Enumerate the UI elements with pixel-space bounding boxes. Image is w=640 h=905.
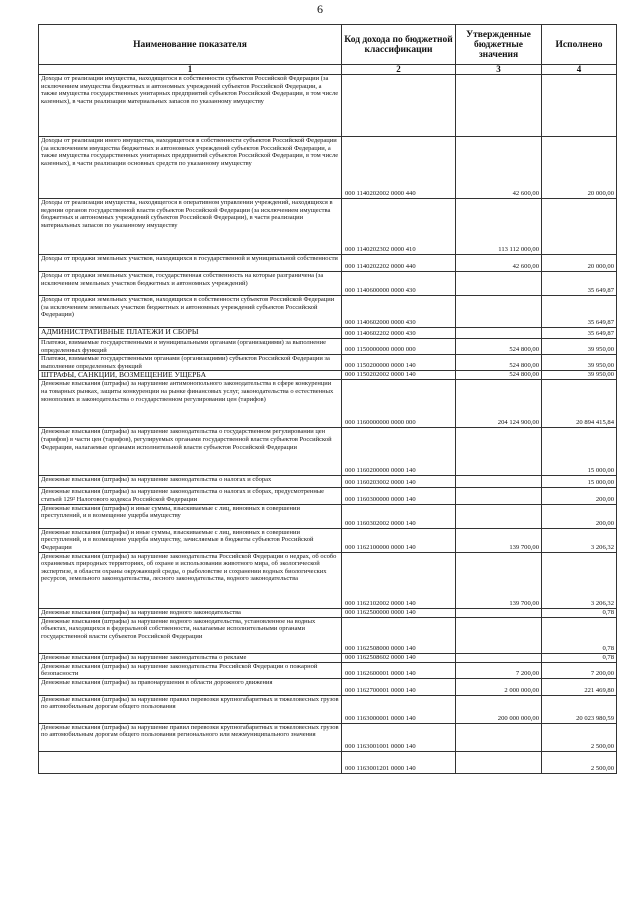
table-row [39,751,617,773]
row-approved-value: 524 800,00 [456,339,542,355]
row-executed-value: 20 000,00 [542,137,617,199]
row-revenue-code: 000 1140202002 0000 440 [342,137,456,199]
row-name: Денежные взыскания (штрафы) за нарушение антимонопольного законодательства в сфере конкуренции на товарных рынках, защиты конкуренции на рынке финансовых услуг, законодательства о естественных монополиях и законодательства о государственном регулировании цен (тарифов) [39,380,342,428]
row-approved-value: 139 700,00 [456,552,542,608]
header-indicator-name: Наименование показателя [39,25,342,65]
table-row [39,199,617,255]
row-approved-value [456,608,542,617]
row-approved-value [456,488,542,504]
table-row [39,552,617,608]
row-revenue-code: 000 1150202002 0000 140 [342,371,456,380]
column-number-row [39,65,617,75]
row-executed-value: 0,78 [542,617,617,653]
row-revenue-code: 000 1160200000 0000 140 [342,428,456,476]
column-number-3: 3 [456,65,542,75]
table-row [39,653,617,662]
row-executed-value: 35 649,87 [542,328,617,339]
row-executed-value: 39 950,00 [542,371,617,380]
row-revenue-code: 000 1163001001 0000 140 [342,723,456,751]
row-revenue-code: 000 1163001201 0000 140 [342,751,456,773]
table-row [39,678,617,695]
row-executed-value: 2 500,00 [542,723,617,751]
row-revenue-code: 000 1140602000 0000 430 [342,296,456,328]
row-revenue-code: 000 1163000001 0000 140 [342,695,456,723]
row-name [39,751,342,773]
row-executed-value: 221 469,80 [542,678,617,695]
table-row [39,528,617,552]
row-name: Денежные взыскания (штрафы) за нарушение законодательства о налогах и сборах, предусмотренные статьей 129² Налогового кодекса Российской Федерации [39,488,342,504]
row-approved-value: 42 600,00 [456,137,542,199]
row-approved-value: 7 200,00 [456,662,542,678]
row-approved-value [456,504,542,528]
column-number-1: 1 [39,65,342,75]
row-name: Платежи, взимаемые государственными органами (организациями) субъектов Российской Федерации за выполнение определенных функций [39,355,342,371]
row-revenue-code: 000 1140600000 0000 430 [342,272,456,296]
row-name: АДМИНИСТРАТИВНЫЕ ПЛАТЕЖИ И СБОРЫ [39,328,342,339]
column-number-2: 2 [342,65,456,75]
table-row [39,355,617,371]
row-name: Денежные взыскания (штрафы) и иные суммы, взыскиваемые с лиц, виновных в совершении преступлений, и в возмещение ущерба имуществу [39,504,342,528]
row-executed-value: 39 950,00 [542,355,617,371]
row-executed-value: 200,00 [542,504,617,528]
row-approved-value: 113 112 000,00 [456,199,542,255]
table-row [39,695,617,723]
row-revenue-code: 000 1160300000 0000 140 [342,488,456,504]
row-name: Денежные взыскания (штрафы) за правонарушения в области дорожного движения [39,678,342,695]
row-executed-value: 35 649,87 [542,296,617,328]
row-approved-value [456,328,542,339]
row-approved-value [456,751,542,773]
row-revenue-code: 000 1162102002 0000 140 [342,552,456,608]
row-name: Денежные взыскания (штрафы) за нарушение законодательства о рекламе [39,653,342,662]
row-approved-value: 524 800,00 [456,355,542,371]
table-row [39,380,617,428]
header-row [39,25,617,65]
row-revenue-code [342,75,456,137]
column-number-4: 4 [542,65,617,75]
table-row [39,476,617,488]
row-revenue-code: 000 1140202302 0000 410 [342,199,456,255]
row-name: Платежи, взимаемые государственными и муниципальными органами (организациями) за выполнение определенных функций [39,339,342,355]
row-name: Денежные взыскания (штрафы) за нарушение законодательства Российской Федерации о пожарной безопасности [39,662,342,678]
row-revenue-code: 000 1160000000 0000 000 [342,380,456,428]
row-approved-value: 204 124 900,00 [456,380,542,428]
row-approved-value [456,75,542,137]
row-revenue-code: 000 1162508602 0000 140 [342,653,456,662]
table-row [39,255,617,272]
row-revenue-code: 000 1160203002 0000 140 [342,476,456,488]
table-row [39,723,617,751]
row-name: Доходы от реализации иного имущества, находящегося в собственности субъектов Российской Федерации (за исключением имущества бюджетных и автономных учреждений субъектов Российской Федерации, а также имущества государственных унитарных предприятий субъектов Российской Федерации, в том числе казенных), в части реализации основных средств по указанному имуществу [39,137,342,199]
row-revenue-code: 000 1150200000 0000 140 [342,355,456,371]
row-approved-value: 42 600,00 [456,255,542,272]
revenue-report-table [38,24,617,774]
row-approved-value [456,476,542,488]
row-name: Денежные взыскания (штрафы) за нарушение правил перевозки крупногабаритных и тяжеловесных грузов по автомобильным дорогам общего пользования регионального или межмуниципального значения [39,723,342,751]
row-executed-value: 15 000,00 [542,476,617,488]
table-row [39,75,617,137]
row-approved-value [456,428,542,476]
row-executed-value: 20 000,00 [542,255,617,272]
row-name: Денежные взыскания (штрафы) за нарушение законодательства о государственном регулировании цен (тарифов) в части цен (тарифов), регулируемых органами государственной власти субъектов Российской Федерации, налагаемые органами исполнительной власти субъектов Российской Федерации [39,428,342,476]
page-number: 6 [317,2,323,16]
row-name: Денежные взыскания (штрафы) за нарушение законодательства о налогах и сборах [39,476,342,488]
table-row [39,488,617,504]
row-executed-value: 39 950,00 [542,339,617,355]
row-revenue-code: 000 1162100000 0000 140 [342,528,456,552]
table-row [39,617,617,653]
row-executed-value: 0,78 [542,608,617,617]
row-revenue-code: 000 1160302002 0000 140 [342,504,456,528]
table-row [39,608,617,617]
row-name: ШТРАФЫ, САНКЦИИ, ВОЗМЕЩЕНИЕ УЩЕРБА [39,371,342,380]
row-revenue-code: 000 1162508000 0000 140 [342,617,456,653]
row-name: Денежные взыскания (штрафы) за нарушение водного законодательства [39,608,342,617]
row-revenue-code: 000 1162600001 0000 140 [342,662,456,678]
row-approved-value: 524 800,00 [456,371,542,380]
row-executed-value: 7 200,00 [542,662,617,678]
row-executed-value: 20 023 980,59 [542,695,617,723]
row-revenue-code: 000 1150000000 0000 000 [342,339,456,355]
row-approved-value [456,653,542,662]
row-name: Доходы от продажи земельных участков, государственная собственность на которые разграничена (за исключением земельных участков бюджетных и автономных учреждений) [39,272,342,296]
row-executed-value: 20 894 415,84 [542,380,617,428]
row-executed-value: 200,00 [542,488,617,504]
row-name: Доходы от продажи земельных участков, находящихся в собственности субъектов Российской Федерации (за исключением земельных участков бюджетных и автономных учреждений субъектов Российской Федерации) [39,296,342,328]
row-approved-value [456,272,542,296]
row-executed-value: 3 206,32 [542,552,617,608]
row-executed-value: 35 649,87 [542,272,617,296]
table-row [39,272,617,296]
row-approved-value [456,296,542,328]
row-approved-value: 200 000 000,00 [456,695,542,723]
row-executed-value [542,75,617,137]
header-approved-values: Утвержденные бюджетные значения [456,25,542,65]
row-approved-value [456,617,542,653]
row-executed-value [542,199,617,255]
table-row [39,328,617,339]
table-row [39,339,617,355]
row-name: Денежные взыскания (штрафы) за нарушение водного законодательства, установленное на водных объектах, находящихся в федеральной собственности, налагаемые исполнительными органами государственной власти субъектов Российской Федерации [39,617,342,653]
row-executed-value: 0,78 [542,653,617,662]
row-revenue-code: 000 1140602202 0000 430 [342,328,456,339]
table-row [39,428,617,476]
table-row [39,296,617,328]
row-executed-value: 2 500,00 [542,751,617,773]
row-revenue-code: 000 1140202202 0000 440 [342,255,456,272]
row-name: Денежные взыскания (штрафы) и иные суммы, взыскиваемые с лиц, виновных в совершении преступлений, и в возмещение ущерба имуществу, зачисляемые в бюджеты субъектов Российской Федерации [39,528,342,552]
row-revenue-code: 000 1162700001 0000 140 [342,678,456,695]
row-name: Денежные взыскания (штрафы) за нарушение правил перевозки крупногабаритных и тяжеловесных грузов по автомобильным дорогам общего пользования [39,695,342,723]
row-approved-value: 2 000 000,00 [456,678,542,695]
row-name: Доходы от реализации имущества, находящегося в оперативном управлении учреждений, находящихся в ведении органов государственной власти субъектов Российской Федерации (за исключением имущества бюджетных и автономных учреждений субъектов Российской Федерации), в части реализации материальных запасов по указанному имуществу [39,199,342,255]
row-revenue-code: 000 1162500000 0000 140 [342,608,456,617]
header-revenue-code: Код дохода по бюджетной классификации [342,25,456,65]
row-approved-value [456,723,542,751]
row-executed-value: 3 206,32 [542,528,617,552]
row-name: Денежные взыскания (штрафы) за нарушение законодательства Российской Федерации о недрах, об особо охраняемых природных территориях, об охране и использовании животного мира, об экологической экспертизе, в области охраны окружающей среды, о рыболовстве и сохранении водных биологических ресурсов, земельного законодательства, лесного законодательства, водного законодательства [39,552,342,608]
row-executed-value: 15 000,00 [542,428,617,476]
row-name: Доходы от реализации имущества, находящегося в собственности субъектов Российской Федерации (за исключением имущества бюджетных и автономных учреждений субъектов Российской Федерации, а также имущества государственных унитарных предприятий субъектов Российской Федерации, в том числе казенных), в части реализации материальных запасов по указанному имуществу [39,75,342,137]
header-executed: Исполнено [542,25,617,65]
table-row [39,662,617,678]
table-row [39,504,617,528]
table-row [39,137,617,199]
table-row [39,371,617,380]
row-approved-value: 139 700,00 [456,528,542,552]
row-name: Доходы от продажи земельных участков, находящихся в государственной и муниципальной собственности [39,255,342,272]
